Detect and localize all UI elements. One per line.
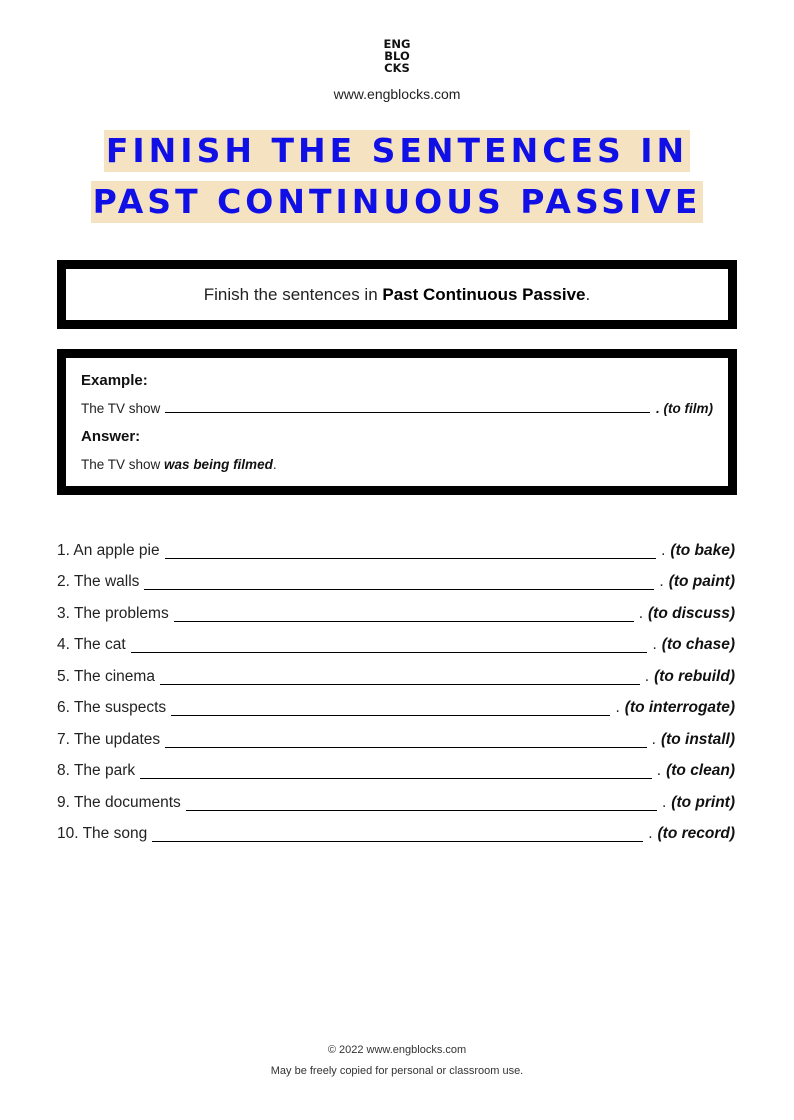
period: . [615,699,620,716]
exercise-item [57,658,735,690]
exercise-prompt: 5. The cinema [57,667,155,685]
instruction-box [57,260,737,329]
exercise-prompt: 1. An apple pie [57,541,160,559]
answer-blank[interactable] [174,621,634,622]
example-hint: . (to film) [656,401,713,416]
verb-hint: (to chase) [661,636,735,653]
verb-hint: (to rebuild) [654,667,735,685]
verb-hint: (to install) [660,730,735,748]
title-line-1: FINISH THE SENTENCES IN [105,131,689,170]
answer-blank[interactable] [144,589,654,590]
logo-line: ENG [383,37,411,51]
page-title [0,130,794,232]
answer-start: The TV show [81,457,165,472]
exercise-prompt: 2. The walls [57,573,140,590]
instruction-text [204,285,590,305]
answer-blank[interactable] [152,841,643,842]
engblocks-logo [0,38,794,74]
answer-blank[interactable] [171,715,610,716]
exercise-prompt: 7. The updates [57,730,161,748]
period: . [661,793,667,811]
title-line-2: PAST CONTINUOUS PASSIVE [92,182,702,221]
answer-end: . [272,457,277,472]
exercise-item [57,721,735,753]
exercise-prompt: 4. The cat [57,636,126,653]
period: . [651,730,656,748]
verb-hint: (to bake) [670,541,735,559]
answer-verb: was being filmed [164,457,273,472]
answer-blank[interactable] [186,810,657,811]
answer-blank[interactable] [140,778,652,779]
verb-hint: (to interrogate) [624,699,735,716]
period: . [648,825,653,842]
logo-line: BLO [384,49,410,63]
exercise-prompt: 10. The song [57,825,148,842]
exercise-prompt: 6. The suspects [57,699,167,716]
exercise-item [57,595,735,627]
logo-line: CKS [384,61,410,75]
example-box [57,349,737,495]
exercise-list [57,532,735,847]
verb-hint: (to print) [671,793,735,811]
exercise-item [57,816,735,848]
verb-hint: (to paint) [668,573,735,590]
exercise-item [57,753,735,785]
example-label: Example: [81,372,148,389]
instruction-suffix: . [585,284,591,304]
answer-label: Answer: [81,428,141,445]
footer-note: May be freely copied for personal or classroom use. [270,1065,524,1077]
answer-blank[interactable] [165,558,657,559]
period: . [656,762,662,779]
period: . [661,541,666,559]
example-blank [165,412,650,413]
instruction-tense: Past Continuous Passive [382,284,586,304]
exercise-item [57,532,735,564]
exercise-prompt: 9. The documents [57,793,181,811]
verb-hint: (to discuss) [648,604,735,622]
site-url: www.engblocks.com [333,86,461,102]
exercise-prompt: 3. The problems [57,604,169,622]
period: . [644,667,650,685]
exercise-prompt: 8. The park [57,762,136,779]
verb-hint: (to clean) [666,762,735,779]
answer-blank[interactable] [131,652,648,653]
period: . [652,636,657,653]
verb-hint: (to record) [657,825,735,842]
example-sentence [81,398,713,416]
instruction-prefix: Finish the sentences in [203,284,383,304]
footer-copyright: © 2022 www.engblocks.com [327,1044,467,1056]
answer-blank[interactable] [165,747,646,748]
exercise-item [57,627,735,659]
exercise-item [57,690,735,722]
period: . [638,604,644,622]
example-sentence-start: The TV show [81,401,161,416]
exercise-item [57,784,735,816]
answer-sentence [81,454,713,472]
exercise-item [57,564,735,596]
period: . [659,573,664,590]
answer-blank[interactable] [160,684,640,685]
